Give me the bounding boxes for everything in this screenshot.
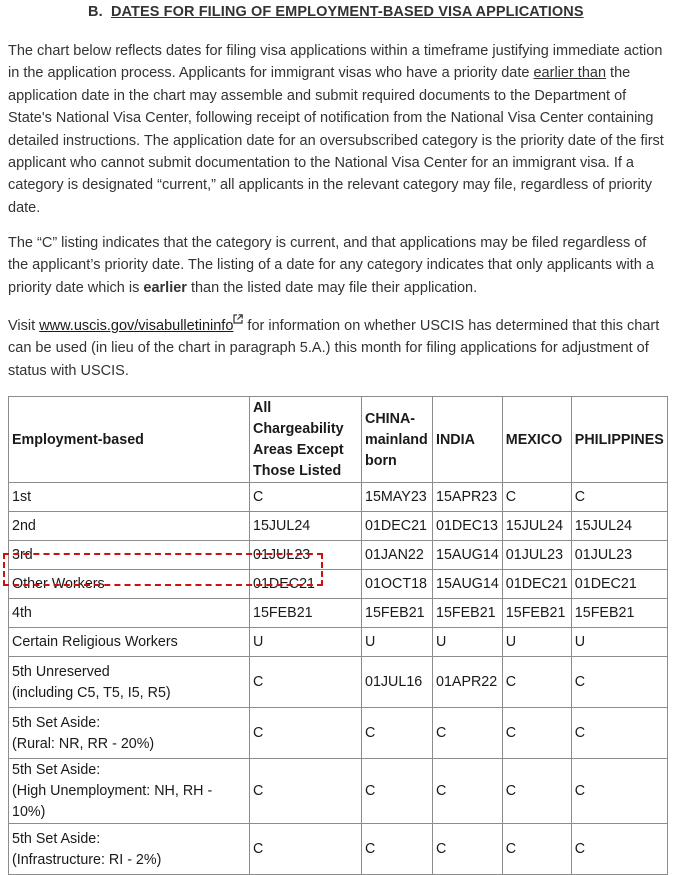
date-cell: C <box>250 657 362 708</box>
date-cell: 15JUL24 <box>502 512 571 541</box>
header-philippines: PHILIPPINES <box>571 397 667 483</box>
category-line: 5th Unreserved <box>12 663 110 680</box>
emphasis-earlier-than: earlier than <box>533 65 607 82</box>
paragraph-c-listing <box>8 232 668 299</box>
paragraph-text: The chart below reflects dates for filing visa applications within a timeframe justifying immediate action in the application process. Applicants for immigrant visas who have a priority date <box>8 43 663 82</box>
paragraph-uscis-info <box>8 314 668 382</box>
date-cell: 15FEB21 <box>571 599 667 628</box>
date-cell: C <box>571 657 667 708</box>
date-cell: C <box>362 708 433 759</box>
date-cell: 01JUL23 <box>502 541 571 570</box>
emphasis-earlier: earlier <box>143 279 187 296</box>
paragraph-text: The “C” listing indicates that the category is current, and that applications may be filed regardless of the applicant’s priority date. The listing of a date for any category indicates that only applicants with a priority date which is <box>8 235 654 296</box>
section-heading <box>88 4 584 20</box>
date-cell: C <box>502 759 571 824</box>
table-row <box>9 628 668 657</box>
date-cell: C <box>433 824 503 875</box>
date-cell: 01JUL16 <box>362 657 433 708</box>
paragraph-text: for information on whether USCIS has determined that this chart can be used (in lieu of the chart in paragraph 5.A.) this month for filing applications for adjustment of status with USCIS. <box>8 317 660 379</box>
date-cell: C <box>571 483 667 512</box>
date-cell: C <box>250 708 362 759</box>
date-cell: U <box>502 628 571 657</box>
date-cell: C <box>502 824 571 875</box>
date-cell: C <box>502 483 571 512</box>
header-india: INDIA <box>433 397 503 483</box>
date-cell: 15MAY23 <box>362 483 433 512</box>
date-cell: C <box>502 708 571 759</box>
date-cell: 01JUL23 <box>250 541 362 570</box>
section-letter: B. <box>88 4 103 20</box>
date-cell: 01DEC21 <box>362 512 433 541</box>
table-row <box>9 512 668 541</box>
table-row <box>9 759 668 824</box>
uscis-link[interactable]: www.uscis.gov/visabulletininfo <box>39 317 234 334</box>
date-cell: 15APR23 <box>433 483 503 512</box>
category-line: 5th Set Aside: <box>12 762 101 778</box>
date-cell: U <box>571 628 667 657</box>
table-header-row <box>9 397 668 483</box>
date-cell: U <box>250 628 362 657</box>
date-cell: C <box>250 759 362 824</box>
date-cell: 01APR22 <box>433 657 503 708</box>
date-cell: 01DEC21 <box>250 570 362 599</box>
table-row-other-workers <box>9 570 668 599</box>
paragraph-filing-dates <box>8 40 668 219</box>
date-cell: C <box>362 824 433 875</box>
category-line: (Infrastructure: RI - 2%) <box>12 851 162 868</box>
paragraph-text: than the listed date may file their application. <box>186 279 478 296</box>
date-cell: 15AUG14 <box>433 570 503 599</box>
table-row <box>9 657 668 708</box>
table-row <box>9 824 668 875</box>
category-cell: Certain Religious Workers <box>9 628 250 657</box>
date-cell: 15FEB21 <box>502 599 571 628</box>
date-cell: C <box>571 824 667 875</box>
category-cell <box>9 824 250 875</box>
date-cell: 01DEC21 <box>502 570 571 599</box>
category-cell: Other Workers <box>9 570 250 599</box>
date-cell: 01DEC21 <box>571 570 667 599</box>
category-cell: 3rd <box>9 541 250 570</box>
date-cell: U <box>433 628 503 657</box>
category-cell <box>9 708 250 759</box>
date-cell: 01JAN22 <box>362 541 433 570</box>
date-cell: C <box>433 759 503 824</box>
date-cell: 15FEB21 <box>362 599 433 628</box>
category-cell: 4th <box>9 599 250 628</box>
date-cell: C <box>571 708 667 759</box>
paragraph-text: the application date in the chart may assemble and submit required documents to the Department of State's National Visa Center, following receipt of notification from the National Visa Center containing detailed instructions. The application date for an oversubscribed category is the priority date of the first applicant who cannot submit documentation to the National Visa Center for an immigrant visa. If a category is designated “current,” all applicants in the relevant category may file, regardless of priority date. <box>8 65 664 216</box>
date-cell: C <box>250 483 362 512</box>
header-employment-based: Employment-based <box>9 397 250 483</box>
category-line: 5th Set Aside: <box>12 714 101 731</box>
date-cell: 01DEC13 <box>433 512 503 541</box>
date-cell: C <box>502 657 571 708</box>
category-cell: 1st <box>9 483 250 512</box>
date-cell: U <box>362 628 433 657</box>
category-line: 5th Set Aside: <box>12 830 101 847</box>
date-cell: 15JUL24 <box>571 512 667 541</box>
category-cell <box>9 657 250 708</box>
section-title: DATES FOR FILING OF EMPLOYMENT-BASED VISA APPLICATIONS <box>110 4 584 20</box>
date-cell: C <box>571 759 667 824</box>
category-cell: 2nd <box>9 512 250 541</box>
date-cell: 15FEB21 <box>433 599 503 628</box>
date-cell: 15JUL24 <box>250 512 362 541</box>
date-cell: 15AUG14 <box>433 541 503 570</box>
date-cell: 15FEB21 <box>250 599 362 628</box>
table-row <box>9 541 668 570</box>
header-mexico: MEXICO <box>502 397 571 483</box>
category-line: (Rural: NR, RR - 20%) <box>12 735 155 752</box>
date-cell: 01OCT18 <box>362 570 433 599</box>
filing-dates-table <box>8 396 668 875</box>
date-cell: C <box>433 708 503 759</box>
table-row <box>9 708 668 759</box>
date-cell: 01JUL23 <box>571 541 667 570</box>
header-china: CHINA-mainland born <box>362 397 433 483</box>
date-cell: C <box>362 759 433 824</box>
header-all-chargeability: All Chargeability Areas Except Those Listed <box>250 397 362 483</box>
date-cell: C <box>250 824 362 875</box>
external-link-icon[interactable] <box>233 316 243 327</box>
category-line: (including C5, T5, I5, R5) <box>12 684 171 701</box>
table-row <box>9 483 668 512</box>
paragraph-text: Visit <box>8 317 40 334</box>
category-line: (High Unemployment: NH, RH - 10%) <box>12 783 213 820</box>
category-cell <box>9 759 250 824</box>
table-row <box>9 599 668 628</box>
